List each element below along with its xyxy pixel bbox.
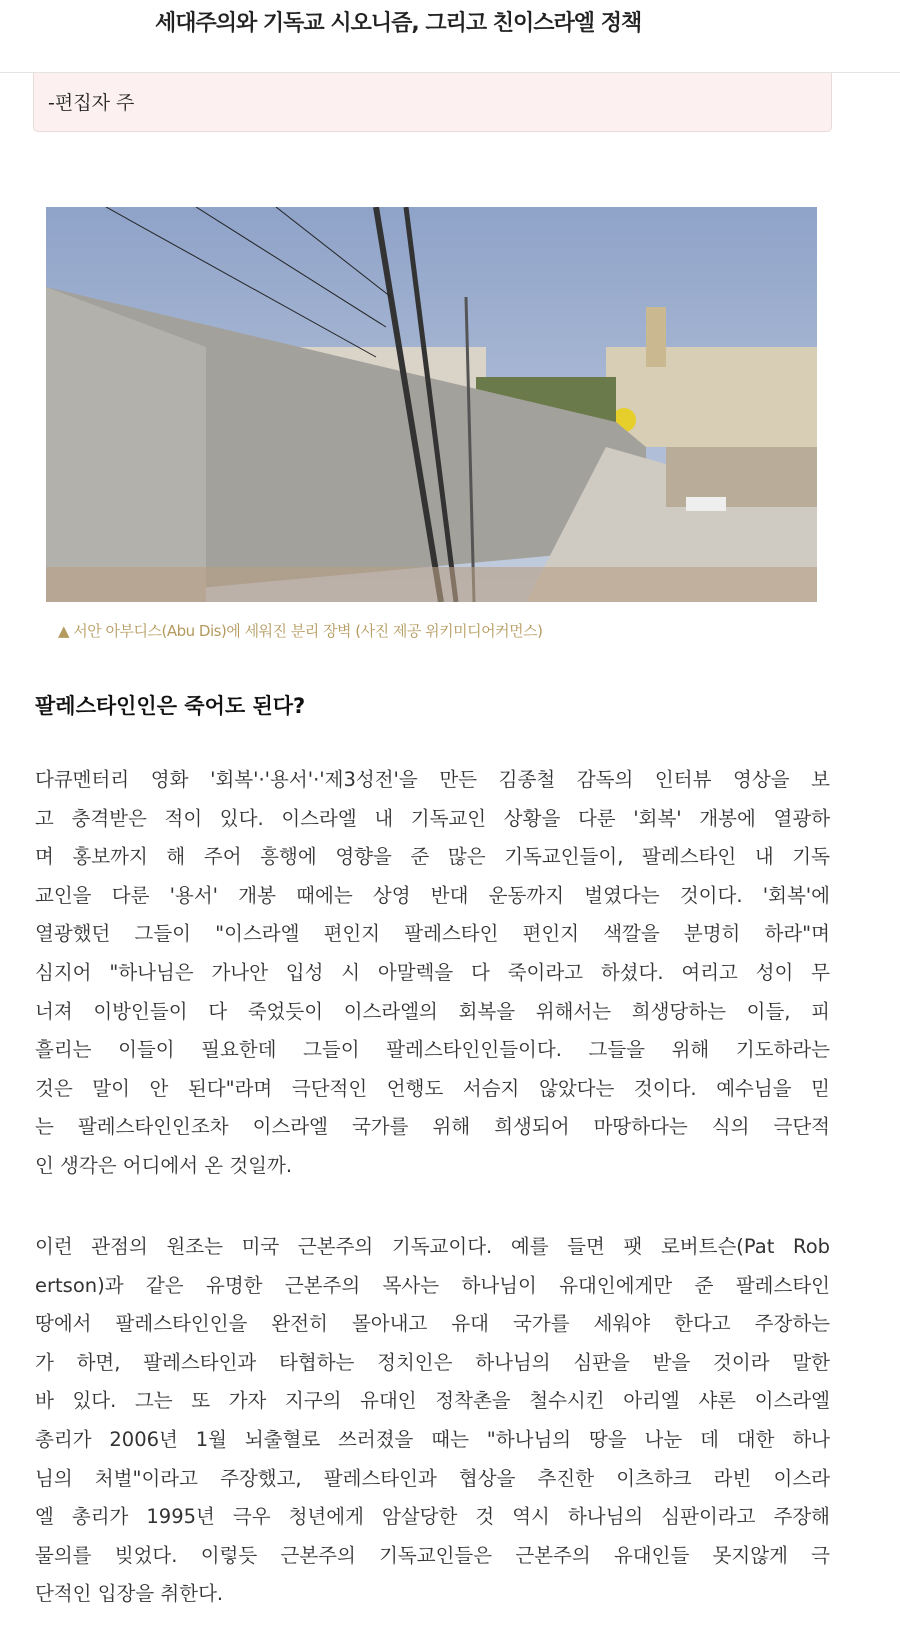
paragraph-line: 물의를 빚었다. 이렇듯 근본주의 기독교인들은 근본주의 유대인들 못지않게 극 — [35, 1543, 830, 1567]
paragraph-line: 며 홍보까지 해 주어 흥행에 영향을 준 많은 기독교인들이, 팔레스타인 내 기독 — [35, 845, 830, 869]
article-photo — [46, 207, 817, 602]
article-paragraph — [35, 761, 830, 1186]
section-heading: 팔레스타인인은 죽어도 된다? — [35, 694, 306, 718]
editor-note-text: -편집자 주 — [48, 92, 135, 114]
photo-caption: ▲ 서안 아부디스(Abu Dis)에 세워진 분리 장벽 (사진 제공 위키미디어커먼스) — [58, 622, 543, 640]
paragraph-line: 다큐멘터리 영화 '회복'·'용서'·'제3성전'을 만든 김종철 감독의 인터뷰 영상을 보 — [35, 768, 830, 791]
paragraph-line: 총리가 2006년 1월 뇌출혈로 쓰러졌을 때는 "하나님의 땅을 나눈 데 대한 하나 — [35, 1427, 830, 1451]
paragraph-line: 바 있다. 그는 또 가자 지구의 유대인 정착촌을 철수시킨 아리엘 샤론 이스라엘 — [35, 1389, 830, 1413]
page-header — [0, 0, 900, 73]
paragraph-line: 너져 이방인들이 다 죽었듯이 이스라엘의 회복을 위해서는 희생당하는 이들, 피 — [35, 999, 830, 1023]
paragraph-line: 인 생각은 어디에서 온 것일까. — [35, 1153, 293, 1177]
paragraph-line: 고 충격받은 적이 있다. 이스라엘 내 기독교인 상황을 다룬 '회복' 개봉에 열광하 — [35, 806, 830, 830]
paragraph-line: 가 하면, 팔레스타인과 타협하는 정치인은 하나님의 심판을 받을 것이라 말한 — [35, 1350, 830, 1374]
paragraph-line: 열광했던 그들이 "이스라엘 편인지 팔레스타인 편인지 색깔을 분명히 하라"며 — [35, 922, 830, 946]
article-title: 세대주의와 기독교 시오니즘, 그리고 친이스라엘 정책 — [155, 11, 642, 36]
paragraph-line: 교인을 다룬 '용서' 개봉 때에는 상영 반대 운동까지 벌였다는 것이다. '회복'에 — [35, 883, 830, 907]
paragraph-line: 심지어 "하나님은 가나안 입성 시 아말렉을 다 죽이라고 하셨다. 여리고 성이 무 — [35, 960, 830, 984]
paragraph-line: 단적인 입장을 취한다. — [35, 1582, 224, 1606]
paragraph-line: 것은 말이 안 된다"라며 극단적인 언행도 서슴지 않았다는 것이다. 예수님을 믿 — [35, 1076, 830, 1100]
paragraph-line: 땅에서 팔레스타인인을 완전히 몰아내고 유대 국가를 세워야 한다고 주장하는 — [35, 1312, 830, 1336]
paragraph-line: 이런 관점의 원조는 미국 근본주의 기독교이다. 예를 들면 팻 로버트슨(Pat Rob — [35, 1235, 830, 1258]
paragraph-line: ertson)과 같은 유명한 근본주의 목사는 하나님이 유대인에게만 준 팔레스타인 — [35, 1273, 830, 1297]
article-paragraph — [35, 1228, 830, 1614]
paragraph-line: 님의 처벌"이라고 주장했고, 팔레스타인과 협상을 추진한 이츠하크 라빈 이스라 — [35, 1466, 830, 1490]
paragraph-line: 는 팔레스타인인조차 이스라엘 국가를 위해 희생되어 마땅하다는 식의 극단적 — [35, 1115, 830, 1139]
paragraph-line: 흘리는 이들이 필요한데 그들이 팔레스타인인들이다. 그들을 위해 기도하라는 — [35, 1038, 830, 1062]
editor-note-box — [33, 73, 832, 132]
paragraph-line: 엘 총리가 1995년 극우 청년에게 암살당한 것 역시 하나님의 심판이라고 주장해 — [35, 1505, 830, 1529]
